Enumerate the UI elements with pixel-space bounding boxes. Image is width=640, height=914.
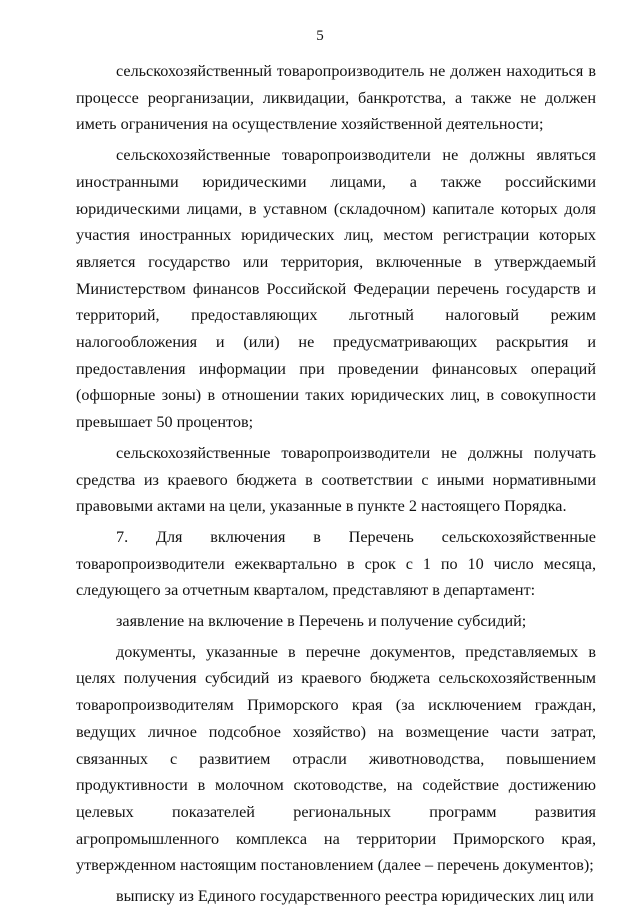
paragraph-item-7: 7. Для включения в Перечень сельскохозяйственные товаропроизводители ежеквартально в срок с 1 по 10 число месяца, следующего за отчетным кварталом, представляют в департамент: (76, 527, 596, 600)
page-number: 5 (316, 28, 324, 44)
paragraph-reorganization-requirement: сельскохозяйственный товаропроизводитель не должен находиться в процессе реорганизации, ликвидации, банкротства, а также не должен иметь ограничения на осуществление хозяйственной деятельности; (76, 62, 596, 134)
paragraph-documents-list: документы, указанные в перечне документов, представляемых в целях получения субсидий из краевого бюджета сельскохозяйственным товаропроизводителям Приморского края (за исключением граждан, ведущих личное подсобное хозяйство) на возмещение части затрат, связанных с развитием отрасли животноводства, повышением продуктивности в молочном скотоводстве, на содействие достижению целевых показателей региональных программ развития агропромышленного комплекса на территории Приморского края, утвержденном настоящим постановлением (далее – перечень документов); (76, 642, 596, 875)
paragraph-application: заявление на включение в Перечень и получение субсидий; (116, 612, 527, 631)
paragraph-foreign-entities-requirement: сельскохозяйственные товаропроизводители не должны являться иностранными юридическими лицами, а также российскими юридическими лицами, в уставном (складочном) капитале которых доля участия иностранных юридических лиц, местом регистрации которых является государство или территория, включенные в утверждаемый Министерством финансов Российской Федерации перечень государств и территорий, предоставляющих льготный налоговый режим налогообложения и (или) не предусматривающих раскрытия и предоставления информации при проведении финансовых операций (офшорные зоны) в отношении таких юридических лиц, в совокупности превышает 50 процентов; (76, 146, 596, 432)
document-body (76, 58, 596, 914)
paragraph-other-funding-requirement: сельскохозяйственные товаропроизводители не должны получать средства из краевого бюджета в соответствии с иными нормативными правовыми актами на цели, указанные в пункте 2 настоящего Порядка. (76, 443, 596, 516)
paragraph-registry-extract: выписку из Единого государственного реестра юридических лиц или (116, 887, 594, 906)
